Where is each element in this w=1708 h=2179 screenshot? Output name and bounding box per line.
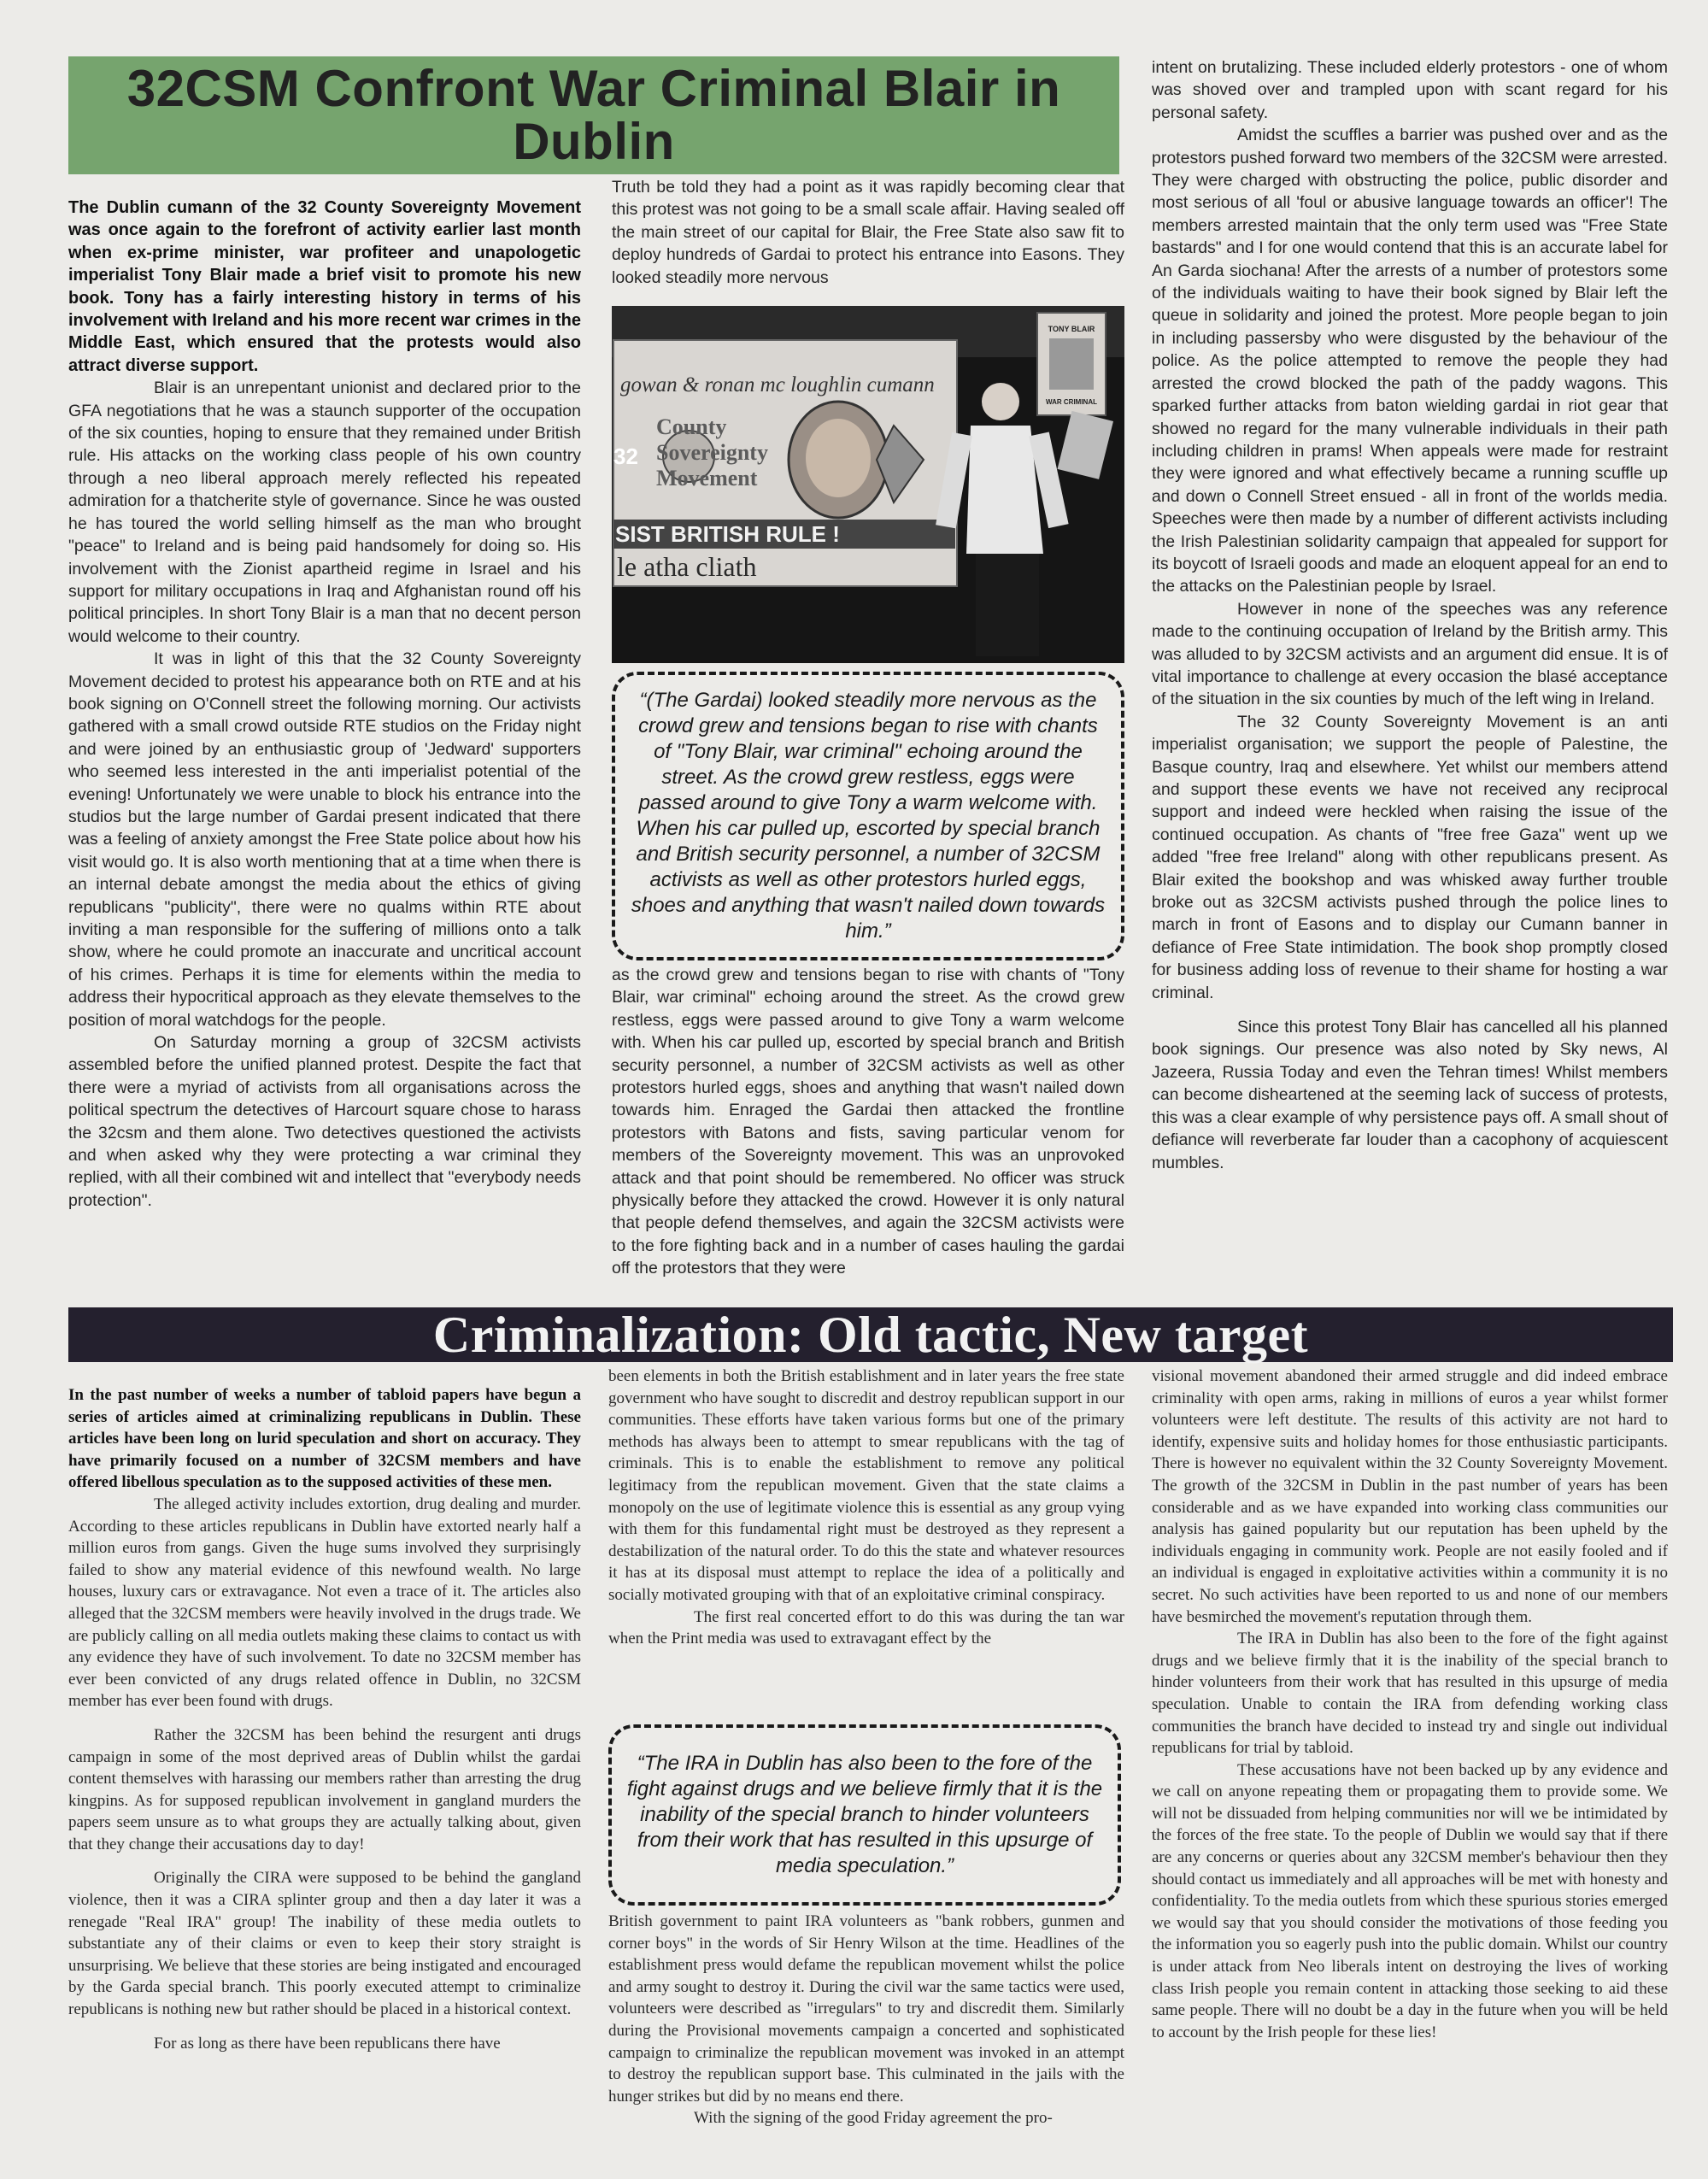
article2-paragraph: The first real concerted effort to do this was during the tan war when the Print media was used to extravagant effect by the (608, 1607, 1124, 1648)
article2-column-2-top (608, 1366, 1124, 1650)
article1-paragraph: The 32 County Sovereignty Movement is an anti imperialist organisation; we support the people of Palestine, the Basque country, Iraq and elsewhere. Yet whilst our members attend and support these events we have not received any reciprocal support and indeed were heckled when raising the issue of the continued occupation. As chants of "free free Gaza" went up we added "free free Ireland" along with other republicans present. As Blair exited the bookshop and was whisked away further trouble broke out as 32CSM activists pushed through the police lines to march in front of Easons and to display our Cumann banner in defiance of Free State intimidation. The book shop promptly closed for business adding loss of revenue to their shame for hosting a war criminal. (1152, 712, 1668, 1002)
article2-paragraph: Rather the 32CSM has been behind the resurgent anti drugs campaign in some of the most deprived areas of Dublin whilst the gardai content themselves with harassing our members rather than arresting the drug kingpins. As for supposed republican involvement in gangland murders the papers seem unsure as to what groups they are actually talking about, given that they change their accusations day to day! (68, 1725, 581, 1853)
article2-paragraph: The IRA in Dublin has also been to the fore of the fight against drugs and we believe firmly that it is the inability of the special branch to hinder volunteers from their work that has resulted in this upsurge of media speculation. Unable to contain the IRA from defending working class communities the branch have decided to instead try and single out individual republicans for trial by tabloid. (1152, 1630, 1668, 1758)
article1-pullquote (612, 672, 1124, 960)
article1-headline: 32CSM Confront War Criminal Blair in Dublin (68, 56, 1119, 174)
article2-pullquote-text: “The IRA in Dublin has also been to the fore of the fight against drugs and we believe firmly that it is the inability of the special branch to hinder volunteers from their work that has resulted in this upsurge of media speculation.” (626, 1752, 1103, 1877)
banner-movement-text: Movement (656, 466, 758, 490)
article2-paragraph: been elements in both the British establishment and in later years the free state government who have sought to discredit and destroy republican support in our communities. These efforts have taken various forms but one of the primary methods has always been to attempt to smear republicans with the tag of criminals. This is to enable the establishment to remove any political legitimacy from the republican movement. Given that the state claims a monopoly on the use of legitimate violence this is essential as any group vying with them for this fundamental right must be destroyed as they represent a destabilization of the natural order. To do this the state and whatever resources it has at its disposal must attempt to replace the idea of a politically and socially motivated grouping with that of an exploitative criminal conspiracy. (608, 1367, 1124, 1604)
placard-bottom-text: WAR CRIMINAL (1046, 398, 1097, 406)
banner-irish-text: le atha cliath (617, 551, 757, 582)
article2-paragraph: Originally the CIRA were supposed to be behind the gangland violence, then it was a CIRA splinter group and then a day later it was a renegade "Real IRA" group! The inability of these media outlets to substantiate any of their claims or even to keep their story straight is unsurprising. We believe that these stories are being instigated and encouraged by the Garda special branch. This poorly executed attempt to criminalize republicans is nothing new but rather should be placed in a historical context. (68, 1869, 581, 2019)
article1-paragraph: Since this protest Tony Blair has cancelled all his planned book signings. Our presence was also noted by Sky news, Al Jazeera, Russia Today and even the Tehran times! Whilst members can become disheartened at the seeming lack of success of protests, this was a clear example of why persistence pays off. A small shout of defiance will reverberate far louder than a cacophony of acquiescent mumbles. (1152, 1018, 1668, 1172)
banner-county-text: County (656, 414, 727, 439)
banner-cumann-text: gowan & ronan mc loughlin cumann (620, 373, 935, 396)
article2-paragraph: visional movement abandoned their armed struggle and did indeed embrace criminality with open arms, raking in millions of euros a year whilst former volunteers were left destitute. The results of this activity are not hard to identify, expensive suits and holiday homes for those enthusiastic participants. There is however no equivalent within the 32 County Sovereignty Movement. The growth of the 32CSM in Dublin in the past number of years has been considerable and as we have expanded into working class communities our analysis has gained popularity but our reputation has been upheld by the individuals engaging in community work. People are not easily fooled and if an individual is engaged in exploitative activities within a community it is no secret. No such activities have been reported to us and none of our members have besmirched the movement's reputation through them. (1152, 1367, 1668, 1626)
article2-paragraph: These accusations have not been backed up by any evidence and we call on anyone repeating them or propagating them to provide some. We will not be dissuaded from helping communities nor will we be intimidated by the forces of the free state. To the people of Dublin we would say that if there are any concerns or queries about any 32CSM member's behaviour then they should contact us immediately and all approaches will be met with honesty and confidentiality. To the media outlets from which these spurious stories emerged we would say that you should consider the motivations of those feeding you the information you so eagerly push into the public domain. Whilst our country is under attack from Neo liberals intent on destroying the lives of working class Irish people you remain content in attacking those seeking to aid these same people. There will no doubt be a day in the future when you will be held to account by the Irish people for these lies! (1152, 1760, 1668, 2041)
article2-pullquote (608, 1724, 1121, 1906)
banner-resist-text: SIST BRITISH RULE ! (615, 521, 840, 547)
article2-paragraph: British government to paint IRA volunteers as "bank robbers, gunmen and corner boys" in the words of Sir Henry Wilson at the time. Headlines of the establishment press would defame the republican movement whilst the police and army sought to destroy it. During the civil war the same tactics were used, volunteers were described as "irregulars" to try and discredit them. Similarly during the Provisional movements campaign a concerted and sophisticated campaign to criminalize the republican movement was invoked in an attempt to destroy the republican support base. This culminated in the jails with the hunger strikes but did by no means end there. (608, 1912, 1124, 2106)
article1-column-2-bottom (612, 964, 1124, 1280)
article2-paragraph: The alleged activity includes extortion, drug dealing and murder. According to these articles republicans in Dublin have extorted nearly half a million euros from gangs. Given the huge sums involved they surprisingly failed to show any material evidence of this newfound wealth. No large houses, luxury cars or extravagance. Not even a trace of it. The articles also alleged that the 32CSM members were heavily involved in the drugs trade. We are publicly calling on all media outlets making these claims to contact us with any evidence they have of such involvement. To date no 32CSM member has ever been convicted of any drugs related offence in Dublin, no 32CSM member has ever been found with drugs. (68, 1495, 581, 1711)
article1-column-2-top (612, 176, 1124, 289)
article1-paragraph: intent on brutalizing. These included elderly protestors - one of whom was shoved over and trampled upon with scant regard for his personal safety. (1152, 58, 1668, 122)
article2-column-3 (1152, 1366, 1668, 2043)
article2-column-2-bottom (608, 1911, 1124, 2129)
banner-sovereignty-text: Sovereignty (656, 440, 768, 465)
article1-column-3 (1152, 56, 1668, 1174)
article1-column-1 (68, 197, 581, 1212)
banner-32-text: 32 (613, 443, 638, 469)
article2-headline: Criminalization: Old tactic, New target (68, 1307, 1673, 1362)
article1-paragraph: On Saturday morning a group of 32CSM activists assembled before the unified planned protest. Despite the fact that there were a myriad of activists from all organisations across the political spectrum the detectives of Harcourt square chose to harass the 32csm and them alone. Two detectives questioned the activists and when asked why they were protecting a war criminal they replied, with all their combined wit and intellect that "everybody needs protection". (68, 1033, 581, 1210)
article1-paragraph: It was in light of this that the 32 County Sovereignty Movement decided to protest his appearance both on RTE and at his book signing on O'Connell street the following morning. Our activists gathered with a small crowd outside RTE studios on the Friday night and were joined by an enthusiastic group of 'Jedward' supporters who seemed less interested in the anti imperialist potential of the evening! Unfortunately we were unable to block his entrance into the studios but the large number of Gardai present indicated that there was a feeling of anxiety amongst the Free State police about how his visit would go. It is also worth mentioning that at a time when there is an internal debate amongst the media about the ethics of giving republicans "publicity", there were no qualms within RTE about inviting a man responsible for the suffering of millions onto a talk show, where he could promote an inaccurate and uncritical account of his crimes. Perhaps it is time for elements within the media to address their hypocritical approach as they elevate themselves to the position of moral watchdogs for the people. (68, 649, 581, 1030)
article2-column-1 (68, 1384, 581, 2054)
article1-pullquote-text: “(The Gardai) looked steadily more nervous as the crowd grew and tensions began to rise with chants of "Tony Blair, war criminal" echoing around the street. As the crowd grew restless, eggs were passed around to give Tony a warm welcome with. When his car pulled up, escorted by special branch and British security personnel, a number of 32CSM activists as well as other protestors hurled eggs, shoes and anything that wasn't nailed down towards him.” (631, 689, 1106, 943)
article1-paragraph: Truth be told they had a point as it was rapidly becoming clear that this protest was not going to be a small scale affair. Having sealed off the main street of our capital for Blair, the Free State also saw fit to deploy hundreds of Gardai to protect his entrance into Easons. They looked steadily more nervous (612, 178, 1124, 287)
article1-paragraph: However in none of the speeches was any reference made to the continuing occupation of Ireland by the British army. This was alluded to by 32CSM activists and an argument did ensue. It is of vital importance to challenge at every occasion the blasé acceptance of the situation in the six counties by much of the left wing in Ireland. (1152, 599, 1668, 709)
article1-paragraph: Amidst the scuffles a barrier was pushed over and as the protestors pushed forward two members of the 32CSM were arrested. They were charged with obstructing the police, public disorder and most serious of all 'foul or abusive language towards an officer'! The members arrested maintain that the only term used was "Free State bastards" and I for one would contend that this is an accurate label for An Garda siochana! After the arrests of a number of protestors some of the individuals waiting to have their book signed by Blair left the queue in solidarity and joined the protest. More people began to join in including passersby who were disgusted by the behaviour of the police. As the police attempted to remove the people they had arrested the crowd blocked the path of the paddy wagons. This sparked further attacks from baton wielding gardai in riot gear that showed no regard for the many vulnerable individuals in their path including children in prams! When appeals were made for restraint they were ignored and what effectively became a running scuffle up and down o Connell Street ensued - all in front of the worlds media. Speeches were then made by a number of different activists including the Irish Palestinian solidarity campaign that appealed for support for its boycott of Israeli goods and made an eloquent appeal for an end to the attacks on the Palestinian people by Israel. (1152, 126, 1668, 596)
article1-lead-paragraph: The Dublin cumann of the 32 County Sovereignty Movement was once again to the forefront of activity earlier last month when ex-prime minister, war profiteer and unapologetic imperialist Tony Blair made a brief visit to promote his new book. Tony has a fairly interesting history in terms of his involvement with Ireland and his more recent war crimes in the Middle East, which ensured that the protests would also attract diverse support. (68, 198, 581, 375)
protest-photo-image (612, 306, 1124, 663)
article1-paragraph: as the crowd grew and tensions began to rise with chants of "Tony Blair, war criminal" echoing around the street. As the crowd grew restless, eggs were passed around to give Tony a warm welcome with. When his car pulled up, escorted by special branch and British security personnel, a number of 32CSM activists as well as other protestors hurled eggs, shoes and anything that wasn't nailed down towards him. Enraged the Gardai then attacked the frontline protestors with Batons and fists, saving particular venom for members of the Sovereignty movement. This was an unprovoked attack and that point should be remembered. No officer was struck physically before they attacked the crowd. However it is only natural that people defend themselves, and again the 32CSM activists were to the fore fighting back and in a number of cases hauling the gardai off the protestors that they were (612, 966, 1124, 1278)
article2-paragraph: For as long as there have been republicans there have (154, 2034, 501, 2053)
placard-top-text: TONY BLAIR (1048, 325, 1095, 333)
article1-paragraph: Blair is an unrepentant unionist and declared prior to the GFA negotiations that he was a staunch supporter of the occupation of the six counties, hoping to ensure that they remained under British rule. His attacks on the working class people of his own country through a neo liberal approach merely reflected his repeated admiration for a thatcherite style of governance. Since he was ousted he has toured the world selling himself as the man who brought "peace" to Ireland and is being paid handsomely for doing so. His involvement with the Zionist apartheid regime in Israel and his support for military occupations in Iraq and Afghanistan round off his political principles. In short Tony Blair is a man that no decent person would welcome to their country. (68, 379, 581, 646)
article2-lead-paragraph: In the past number of weeks a number of tabloid papers have begun a series of articles aimed at criminalizing republicans in Dublin. These articles have been long on lurid speculation and short on accuracy. They have primarily focused on a number of 32CSM members and have offered libellous speculation as to the supposed activities of these men. (68, 1386, 581, 1492)
protest-photo (612, 306, 1124, 663)
article2-paragraph: With the signing of the good Friday agreement the pro- (694, 2109, 1053, 2128)
